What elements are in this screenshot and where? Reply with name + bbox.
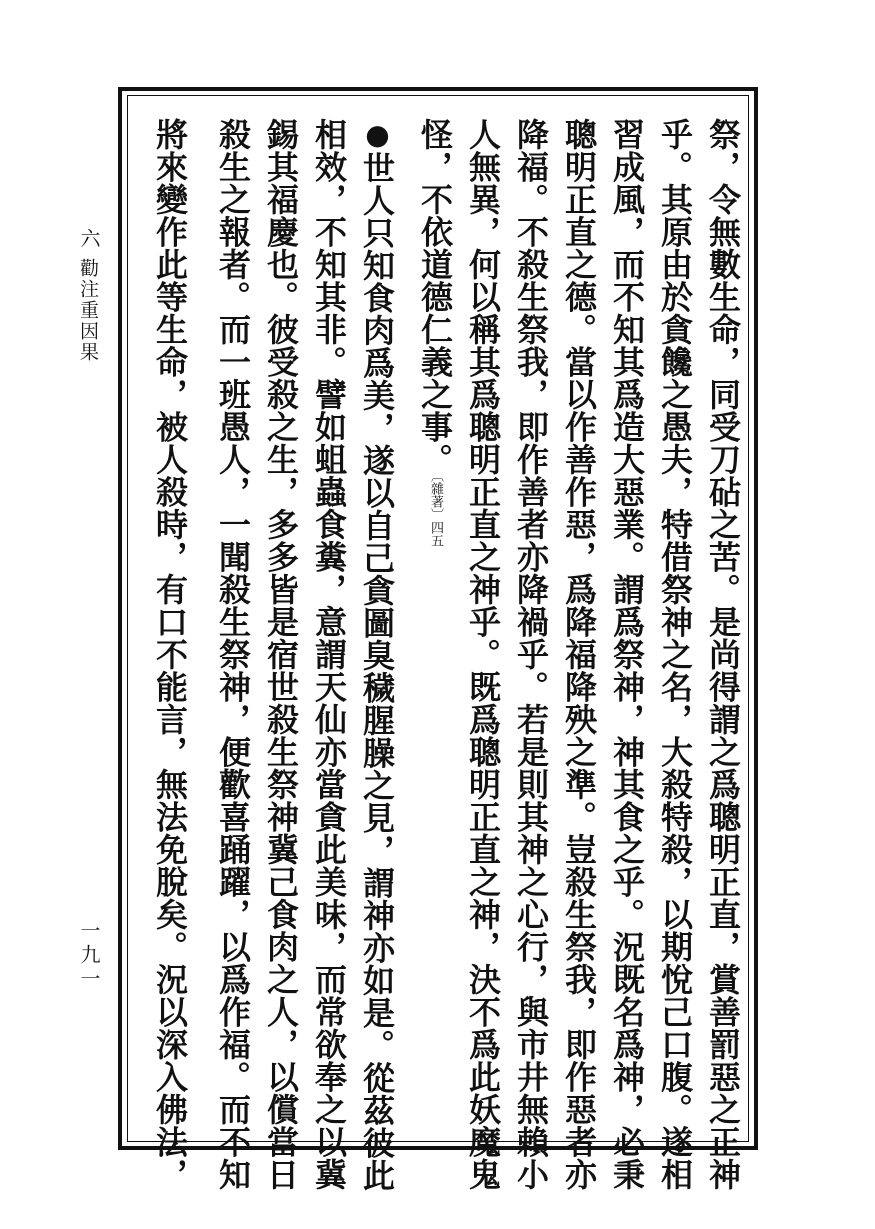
source-note: 〔雜著〕四五 [428, 475, 443, 547]
page-number: 一九一 [77, 920, 101, 992]
chapter-number: 六 [77, 228, 101, 252]
text-column-10: 錫其福慶也。彼受殺之生，多多皆是宿世殺生祭神冀己食肉之人，以償當日 [262, 118, 300, 1191]
text-column-1: 祭，令無數生命，同受刀砧之苦。是尚得謂之爲聰明正直，賞善罰惡之正神 [704, 118, 742, 1191]
bullet-icon: ● [361, 118, 394, 152]
text-column-9: 相效，不知其非。譬如蛆蟲食糞，意謂天仙亦當貪此美味，而常欲奉之以冀 [310, 118, 348, 1191]
text-column-2: 乎。其原由於貪饞之愚夫，特借祭神之名，大殺特殺，以期悅己口腹。遂相 [656, 118, 694, 1191]
text-column-7 [415, 118, 455, 547]
text-column-3: 習成風，而不知其爲造大惡業。謂爲祭神，神其食之乎。況既名爲神，必秉 [608, 118, 646, 1191]
text-column-4: 聰明正直之德。當以作善作惡，爲降福降殃之準。豈殺生祭我，即作惡者亦 [560, 118, 598, 1191]
column-8-text: 世人只知食肉爲美，遂以自己貪圖臭穢腥臊之見，謂神亦如是。從茲彼此 [358, 151, 396, 1192]
text-column-11: 殺生之報者。而一班愚人，一聞殺生祭神，便歡喜踊躍，以爲作福。而不知 [214, 118, 252, 1191]
text-column-8 [357, 118, 397, 1192]
text-column-5: 降福。不殺生祭我，即作善者亦降禍乎。若是則其神之心行，與市井無賴小 [512, 118, 550, 1191]
text-column-6: 人無異，何以稱其爲聰明正直之神乎。既爲聰明正直之神，決不爲此妖魔鬼 [464, 118, 502, 1191]
text-column-12: 將來變作此等生命，被人殺時，有口不能言，無法免脫矣。況以深入佛法， [151, 118, 189, 1191]
column-7-text: 怪，不依道德仁義之事。 [416, 118, 454, 476]
book-title: 勸注重因果 [77, 258, 99, 363]
